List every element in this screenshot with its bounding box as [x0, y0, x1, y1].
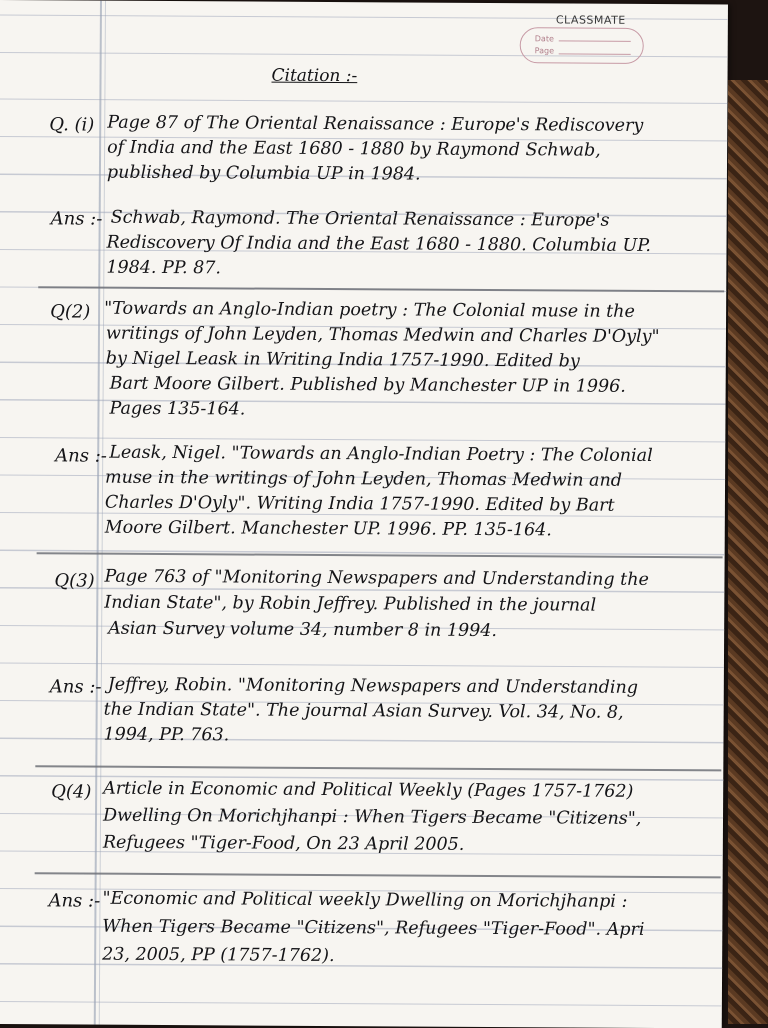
entry-divider: [38, 286, 724, 292]
answer-label-3: Ans :-: [49, 676, 102, 698]
margin-line: [94, 1, 102, 1025]
date-page-box: [520, 27, 644, 64]
answer-2-line-2: muse in the writings of John Leyden, Thomas Medwin and: [105, 467, 623, 491]
answer-label-4: Ans :-: [48, 890, 101, 912]
question-3-line-2: Indian State", by Robin Jeffrey. Published in the journal: [104, 592, 597, 616]
question-label-3: Q(3): [54, 570, 95, 592]
answer-1-line-2: Rediscovery Of India and the East 1680 - 1880. Columbia UP.: [106, 232, 652, 256]
question-2-line-1: "Towards an Anglo-Indian poetry : The Colonial muse in the: [104, 298, 635, 322]
notebook-brand: CLASSMATE: [555, 13, 626, 27]
question-4-line-3: Refugees "Tiger-Food, On 23 April 2005.: [102, 832, 465, 855]
question-2-line-3: by Nigel Leask in Writing India 1757-1990. Edited by: [105, 348, 580, 372]
question-2-line-2: writings of John Leyden, Thomas Medwin and Charles D'Oyly": [105, 323, 660, 348]
answer-2-line-3: Charles D'Oyly". Writing India 1757-1990. Edited by Bart: [104, 492, 615, 516]
question-4-line-1: Article in Economic and Political Weekly (Pages 1757-1762): [103, 778, 634, 802]
answer-label-1: Ans :-: [50, 208, 103, 230]
answer-3-line-3: 1994, PP. 763.: [103, 724, 230, 746]
notebook-binding-edge: [728, 80, 768, 1024]
answer-4-line-1: "Economic and Political weekly Dwelling on Morichjhanpi :: [102, 888, 628, 912]
answer-3-line-1: Jeffrey, Robin. "Monitoring Newspapers and Understanding: [107, 674, 639, 698]
question-1-line-1: Page 87 of The Oriental Renaissance : Europe's Rediscovery: [107, 112, 644, 136]
answer-4-line-2: When Tigers Became "Citizens", Refugees "Tiger-Food". Apri: [102, 916, 645, 940]
question-label-4: Q(4): [51, 781, 92, 803]
question-4-line-2: Dwelling On Morichjhanpi : When Tigers Became "Citizens",: [102, 805, 642, 829]
entry-divider: [35, 872, 721, 878]
entry-divider: [35, 765, 721, 771]
answer-1-line-1: Schwab, Raymond. The Oriental Renaissance : Europe's: [110, 207, 610, 231]
question-label-2: Q(2): [50, 301, 91, 323]
question-1-line-2: of India and the East 1680 - 1880 by Raymond Schwab,: [107, 137, 601, 161]
page-title: Citation :-: [271, 65, 358, 87]
question-2-line-5: Pages 135-164.: [109, 398, 246, 420]
date-label: Date: [534, 34, 554, 44]
question-3-line-1: Page 763 of "Monitoring Newspapers and Understanding the: [104, 566, 649, 590]
answer-2-line-1: Leask, Nigel. "Towards an Anglo-Indian Poetry : The Colonial: [109, 442, 653, 466]
answer-1-line-3: 1984. PP. 87.: [106, 257, 222, 279]
answer-4-line-3: 23, 2005, PP (1757-1762).: [102, 944, 335, 967]
question-3-line-3: Asian Survey volume 34, number 8 in 1994.: [108, 618, 498, 642]
question-1-line-3: published by Columbia UP in 1984.: [106, 162, 421, 185]
page-label: Page: [534, 46, 555, 56]
question-2-line-4: Bart Moore Gilbert. Published by Manchester UP in 1996.: [109, 373, 626, 397]
answer-label-2: Ans :-: [55, 445, 107, 467]
question-label-1: Q. (i): [49, 114, 95, 136]
entry-divider: [37, 552, 723, 558]
answer-3-line-2: the Indian State". The journal Asian Survey. Vol. 34, No. 8,: [103, 699, 624, 723]
answer-2-line-4: Moore Gilbert. Manchester UP. 1996. PP. 135-164.: [104, 517, 552, 541]
